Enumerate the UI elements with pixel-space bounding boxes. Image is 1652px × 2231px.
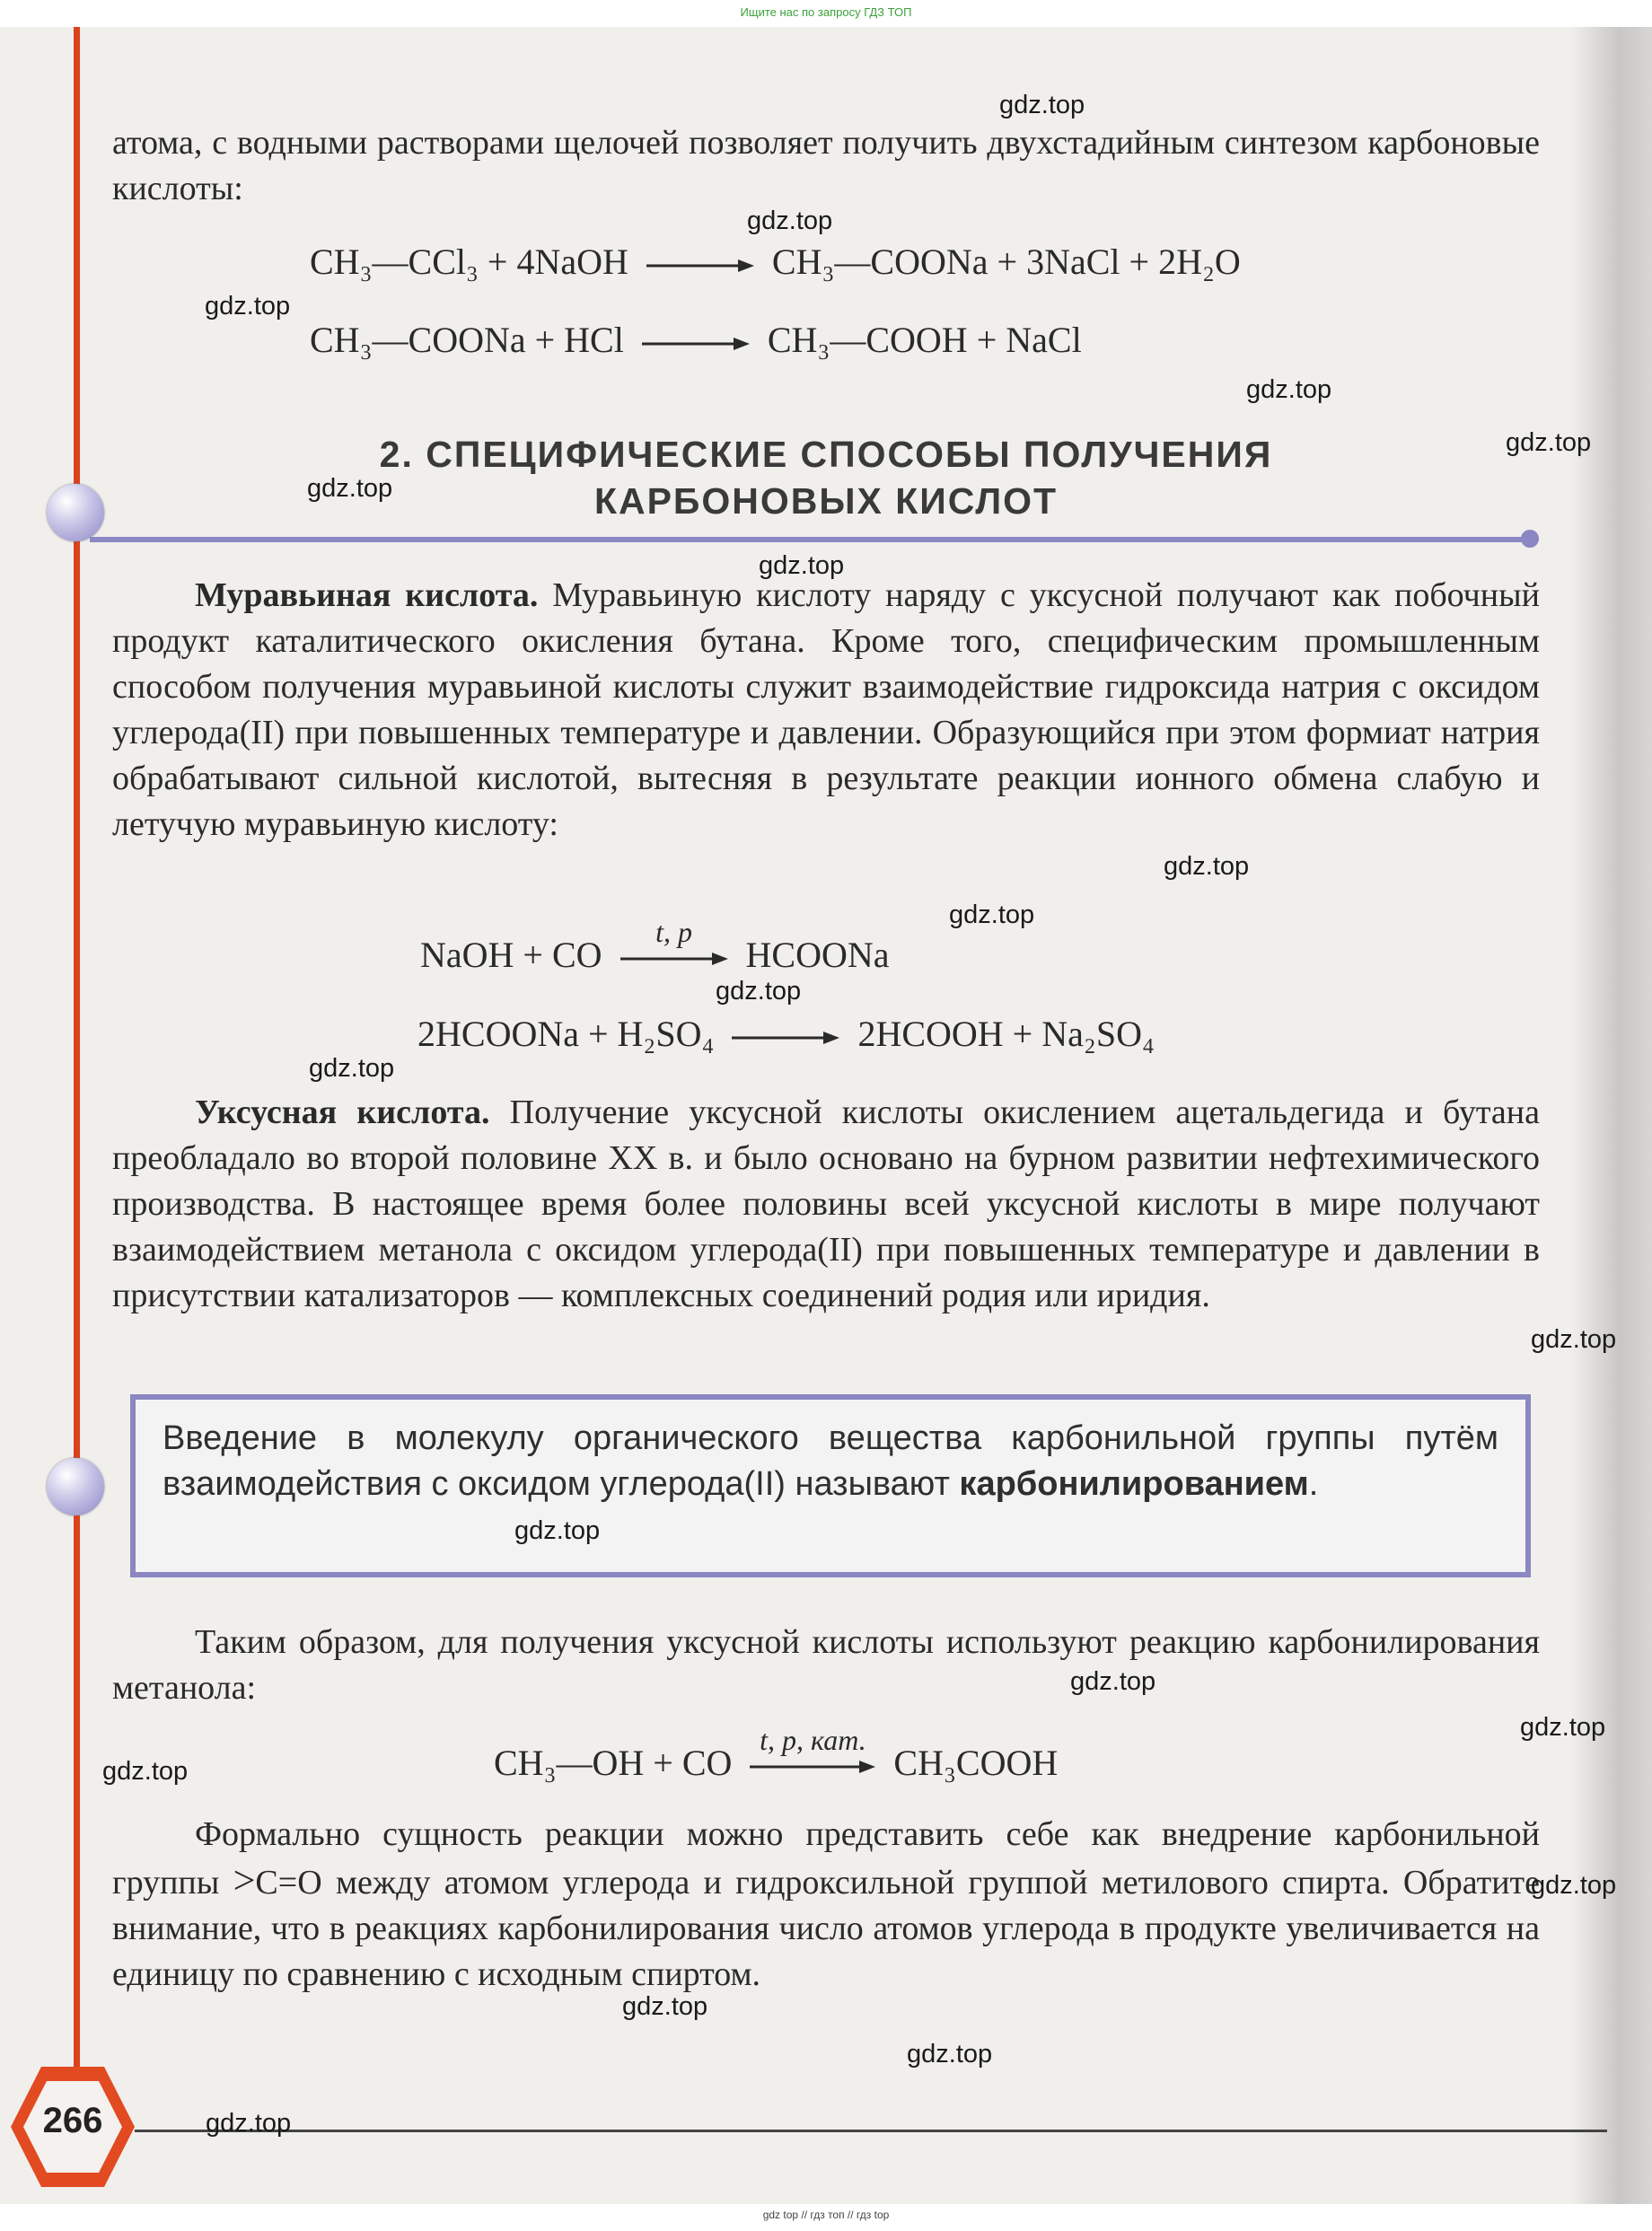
watermark: gdz.top: [747, 206, 833, 235]
acetic-text: Получение уксусной кислоты окислением ацетальдегида и бутана преобладало во второй половине XX в. и было основано на бурном развитии нефтехимического производства. В настоящее время более половины всей уксусной кислоты в мире получают взаимодействием метанола с оксидом углерода(II) при повышенных температуре и давлении в присутствии катализаторов — комплексных соединений родия или иридия.: [112, 1094, 1541, 1314]
watermark: gdz.top: [1531, 1871, 1617, 1900]
watermark: gdz.top: [1070, 1667, 1156, 1696]
definition-bubble: [47, 1458, 104, 1515]
definition-term: карбонилированием: [959, 1465, 1309, 1503]
watermark: gdz.top: [622, 1992, 708, 2021]
equation-4: [417, 1013, 1155, 1055]
equation-2: [310, 319, 1082, 361]
arrow-icon: [750, 1723, 875, 1776]
watermark: gdz.top: [206, 2109, 292, 2138]
watermark: gdz.top: [1520, 1713, 1606, 1742]
definition-text: Введение в молекулу органического вещества карбонильной группы путём взаимодействия с оксидом углерода(II) называют: [163, 1419, 1498, 1503]
watermark: gdz.top: [949, 900, 1035, 929]
watermark: gdz.top: [309, 1054, 395, 1083]
section-rule-dot: [1521, 530, 1539, 548]
watermark: gdz.top: [1164, 852, 1250, 881]
equation-3-condition: t, p: [655, 915, 692, 948]
equation-2-right: CH₃—COOH + NaCl: [767, 320, 1082, 360]
formal-text-2: между атомом углерода и гидроксильной группой метилового спирта. Обратите внимание, что в реакциях карбонилирования число атомов углерода в продукте увеличивается на единицу по сравнению с исходным спиртом.: [112, 1864, 1541, 1993]
section-heading: [224, 431, 1428, 524]
definition-box: [130, 1394, 1531, 1577]
watermark: gdz.top: [307, 474, 393, 503]
equation-4-left: 2HCOONa + H₂SO₄: [417, 1014, 715, 1054]
bottom-banner: gdz top // гдз топ // гдз top: [762, 2209, 890, 2221]
equation-2-left: CH₃—COONa + HCl: [310, 320, 624, 360]
watermark: gdz.top: [999, 91, 1085, 119]
margin-line: [74, 27, 80, 2110]
section-heading-line1: 2. СПЕЦИФИЧЕСКИЕ СПОСОБЫ ПОЛУЧЕНИЯ: [379, 434, 1273, 475]
watermark: gdz.top: [1506, 428, 1592, 457]
watermark: gdz.top: [205, 292, 291, 321]
intro-text: атома, с водными растворами щелочей позволяет получить двухстадийным синтезом карбоновые кислоты:: [112, 124, 1540, 207]
section-bubble: [47, 484, 104, 541]
page-number-badge: [9, 2063, 136, 2191]
formal-paragraph: [112, 1812, 1540, 1998]
intro-paragraph: [112, 120, 1540, 212]
carbonyl-bracket-icon: >: [233, 1858, 256, 1902]
arrow-icon: [732, 1029, 839, 1047]
watermark: gdz.top: [907, 2040, 993, 2069]
section-heading-line2: КАРБОНОВЫХ КИСЛОТ: [593, 480, 1059, 522]
watermark: gdz.top: [759, 551, 845, 580]
equation-5-condition: t, p, кат.: [760, 1723, 866, 1756]
formal-text-1: Формально сущность реакции можно представить себе как внедрение карбонильной группы: [112, 1815, 1540, 1902]
equation-3-left: NaOH + CO: [420, 935, 602, 975]
watermark: gdz.top: [1531, 1325, 1617, 1354]
watermark: gdz.top: [514, 1516, 601, 1545]
equation-4-right: 2HCOOH + Na₂SO₄: [857, 1014, 1155, 1054]
watermark: gdz.top: [102, 1757, 189, 1786]
equation-3-right: HCOONa: [745, 935, 890, 975]
equation-5-left: CH₃—OH + CO: [494, 1743, 733, 1783]
arrow-icon: [642, 335, 750, 353]
watermark: gdz.top: [1246, 375, 1332, 404]
formic-text: Муравьиную кислоту наряду с уксусной получают как побочный продукт каталитического окисления бутана. Кроме того, специфическим промышленным способом получения муравьиной кислоты служит взаимодействие гидроксида натрия с оксидом углерода(II) при повышенных температуре и давлении. Образующийся при этом формиат натрия обрабатывают сильной кислотой, вытесняя в результате реакции ионного обмена слабую и летучую муравьиную кислоту:: [112, 576, 1541, 843]
thus-paragraph: [112, 1620, 1540, 1711]
top-banner: Ищите нас по запросу ГДЗ ТОП: [740, 5, 912, 19]
thus-text: Таким образом, для получения уксусной кислоты используют реакцию карбонилирования метанола:: [112, 1623, 1540, 1707]
equation-3: [420, 915, 890, 976]
arrow-icon: [646, 257, 754, 275]
equation-1: [310, 241, 1241, 283]
equation-1-right: CH₃—COONa + 3NaCl + 2H₂O: [771, 242, 1241, 282]
equation-1-left: CH₃—CCl₃ + 4NaOH: [310, 242, 628, 282]
section-rule: [90, 537, 1526, 542]
arrow-icon: [620, 915, 728, 968]
carbonyl-group: C=O: [255, 1864, 322, 1902]
equation-5-right: CH₃COOH: [893, 1743, 1059, 1783]
watermark: gdz.top: [716, 977, 802, 1006]
acetic-paragraph: [112, 1090, 1540, 1319]
formic-title: Муравьиная кислота.: [195, 576, 539, 614]
formic-paragraph: [112, 573, 1540, 848]
acetic-title: Уксусная кислота.: [195, 1094, 490, 1131]
definition-end: .: [1308, 1465, 1319, 1503]
equation-5: [494, 1723, 1059, 1784]
bottom-rule: [135, 2130, 1607, 2132]
page-number: 266: [42, 2101, 103, 2140]
